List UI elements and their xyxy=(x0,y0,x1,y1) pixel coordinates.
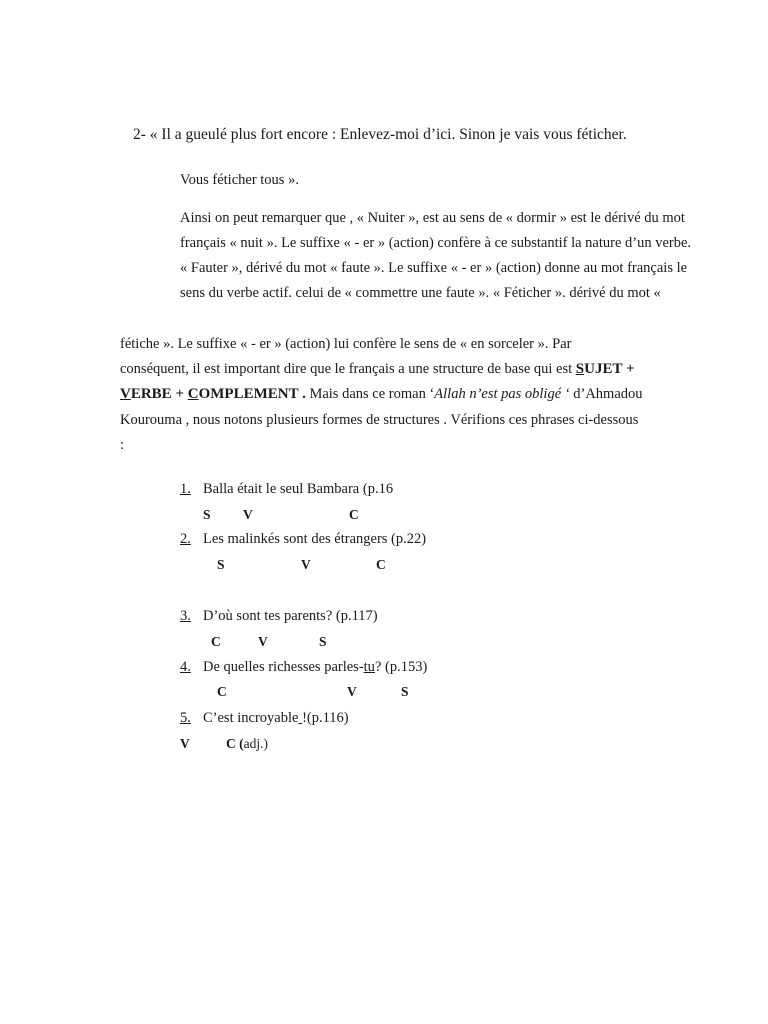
para2-text: Mais dans ce roman ‘ xyxy=(305,386,435,402)
para2-text: conséquent, il est important dire que le français a une structure de base qui est xyxy=(120,361,576,377)
example-sentence: 3. D’où sont tes parents? (p.117) xyxy=(180,608,378,624)
structure-label: V xyxy=(301,557,311,572)
structure-label: V xyxy=(243,507,253,522)
structure-label: C xyxy=(349,507,359,522)
structure-label: S xyxy=(401,684,409,699)
verbe-complement-label: VERBE + COMPLEMENT . xyxy=(120,386,306,402)
sujet-label: SUJET + xyxy=(575,361,635,377)
example-sentence: 5. C’est incroyable !(p.116) xyxy=(180,710,349,726)
para2-colon: : xyxy=(120,437,125,453)
para2-line: Kourouma , nous notons plusieurs formes de structures . Vérifions ces phrases ci-dessous xyxy=(120,412,639,428)
structure-label: V xyxy=(258,634,268,649)
para1-line: « Fauter », dérivé du mot « faute ». Le suffixe « - er » (action) donne au mot français le xyxy=(180,260,688,276)
quote-end: Vous féticher tous ». xyxy=(180,172,299,188)
para1-line: sens du verbe actif. celui de « commettre une faute ». « Féticher ». dérivé du mot « xyxy=(180,285,661,301)
novel-title: Allah n’est pas obligé ‘ xyxy=(434,386,570,402)
structure-label: V xyxy=(180,736,190,751)
para2-text: d’Ahmadou xyxy=(569,386,643,402)
structure-label: V xyxy=(347,684,357,699)
structure-label: S xyxy=(203,507,211,522)
para1-line: français « nuit ». Le suffixe « - er » (action) confère à ce substantif la nature d’un verbe. xyxy=(180,235,692,251)
para1-line: Ainsi on peut remarquer que , « Nuiter », est au sens de « dormir » est le dérivé du mot xyxy=(180,210,685,226)
example-sentence: 2. Les malinkés sont des étrangers (p.22) xyxy=(180,531,427,547)
example-sentence: 4. De quelles richesses parles-tu? (p.153) xyxy=(180,659,428,675)
structure-label: S xyxy=(217,557,225,572)
para2-line xyxy=(120,360,635,378)
structure-label: C (adj.) xyxy=(226,736,268,751)
structure-label: C xyxy=(217,684,227,699)
structure-label: C xyxy=(376,557,386,572)
para2-line: fétiche ». Le suffixe « - er » (action) lui confère le sens de « en sorceler ». Par xyxy=(120,336,572,352)
structure-label: C xyxy=(211,634,221,649)
para2-line xyxy=(120,385,643,403)
quote-heading: 2- « Il a gueulé plus fort encore : Enlevez-moi d’ici. Sinon je vais vous féticher. xyxy=(133,126,627,143)
structure-label: S xyxy=(319,634,327,649)
example-sentence: 1. Balla était le seul Bambara (p.16 xyxy=(180,481,394,497)
